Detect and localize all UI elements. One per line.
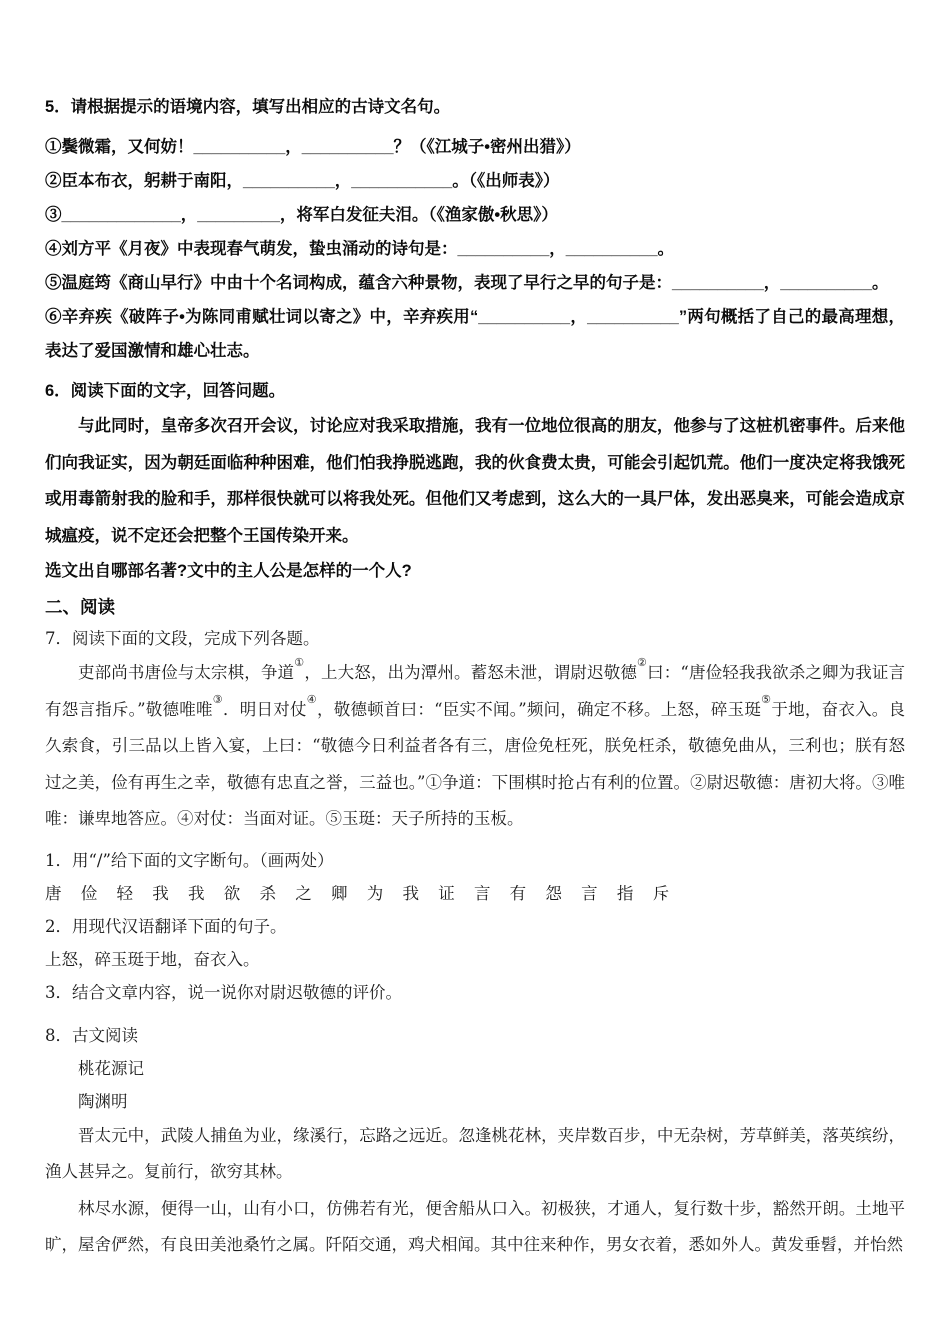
q7-segmentation-sentence: 唐 俭 轻 我 我 欲 杀 之 卿 为 我 证 言 有 怨 言 指 斥 xyxy=(45,883,677,903)
q5-item-3: ③_____________，_________，将军白发征夫泪。（《渔家傲•秋思》） xyxy=(45,206,558,224)
q5-item-5: ⑤温庭筠《商山早行》中由十个名词构成，蕴含六种景物，表现了早行之早的句子是：__________，__________。 xyxy=(45,274,889,292)
q6-question: 选文出自哪部名著?文中的主人公是怎样的一个人? xyxy=(45,562,412,580)
q7-sub-question-3: 3．结合文章内容，说一说你对尉迟敬德的评价。 xyxy=(45,982,402,1002)
q8-heading: 8．古文阅读 xyxy=(45,1025,138,1045)
q7-translation-sentence: 上怒，碎玉珽于地，奋衣入。 xyxy=(45,949,260,969)
question-6 xyxy=(45,374,905,588)
q7-sub-question-2: 2．用现代汉语翻译下面的句子。 xyxy=(45,916,287,936)
q5-item-4: ④刘方平《月夜》中表现春气萌发，蛰虫涌动的诗句是：__________，__________。 xyxy=(45,240,675,258)
q8-paragraph-2: 林尽水源，便得一山，山有小口，仿佛若有光，便舍船从口入。初极狭，才通人，复行数十步，豁然开朗。土地平旷，屋舍俨然，有良田美池桑竹之属。阡陌交通，鸡犬相闻。其中往来种作，男女衣着，悉如外人。黄发垂髫，并怡然 xyxy=(45,1198,905,1254)
q5-heading: 5．请根据提示的语境内容，填写出相应的古诗文名句。 xyxy=(45,98,451,116)
q8-paragraph-1: 晋太元中，武陵人捕鱼为业，缘溪行，忘路之远近。忽逢桃花林，夹岸数百步，中无杂树，芳草鲜美，落英缤纷，渔人甚异之。复前行，欲穷其林。 xyxy=(45,1125,905,1181)
q8-passage-title: 桃花源记 xyxy=(78,1058,144,1078)
question-8 xyxy=(45,1019,905,1264)
q5-item-1: ①鬓微霜，又何妨！__________，__________？（《江城子•密州出猎》） xyxy=(45,138,581,156)
question-5 xyxy=(45,90,905,368)
q7-passage: 吏部尚书唐俭与太宗棋，争道①，上大怒，出为潭州。蓄怒未泄，谓尉迟敬德②曰：“唐俭轻我我欲杀之卿为我证言有怨言指斥。”敬德唯唯③．明日对仗④，敬德顿首曰：“臣实不闻。”频问，确定不移。上怒，碎玉珽⑤于地，奋衣入。良久索食，引三品以上皆入宴，上曰：“敬德今日利益者各有三，唐俭免枉死，朕免枉杀，敬德免曲从，三利也；朕有怒过之美，俭有再生之幸，敬德有忠直之誉，三益也。”①争道：下围棋时抢占有利的位置。②尉迟敬德：唐初大将。③唯唯：谦卑地答应。④对仗：当面对证。⑤玉珽：天子所持的玉板。 xyxy=(45,656,906,828)
q6-heading: 6．阅读下面的文字，回答问题。 xyxy=(45,382,286,400)
q7-intro: 7．阅读下面的文段，完成下列各题。 xyxy=(45,629,320,648)
section-2-heading: 二、阅读 xyxy=(45,597,115,617)
q8-passage-author: 陶渊明 xyxy=(78,1091,128,1111)
q5-item-2: ②臣本布衣，躬耕于南阳，__________，___________。（《出师表》） xyxy=(45,172,560,190)
q7-sub-question-1: 1．用“/”给下面的文字断句。（画两处） xyxy=(45,850,334,870)
question-7 xyxy=(45,622,905,1009)
q5-item-6: ⑥辛弃疾《破阵子•为陈同甫赋壮词以寄之》中，辛弃疾用“__________，__________”两句概括了自己的最高理想，表达了爱国激情和雄心壮志。 xyxy=(45,308,905,360)
q6-passage: 与此同时，皇帝多次召开会议，讨论应对我采取措施，我有一位地位很高的朋友，他参与了这桩机密事件。后来他们向我证实，因为朝廷面临种种困难，他们怕我挣脱逃跑，我的伙食费太贵，可能会引起饥荒。他们一度决定将我饿死或用毒箭射我的脸和手，那样很快就可以将我处死。但他们又考虑到，这么大的一具尸体，发出恶臭来，可能会造成京城瘟疫，说不定还会把整个王国传染开来。 xyxy=(45,417,905,545)
